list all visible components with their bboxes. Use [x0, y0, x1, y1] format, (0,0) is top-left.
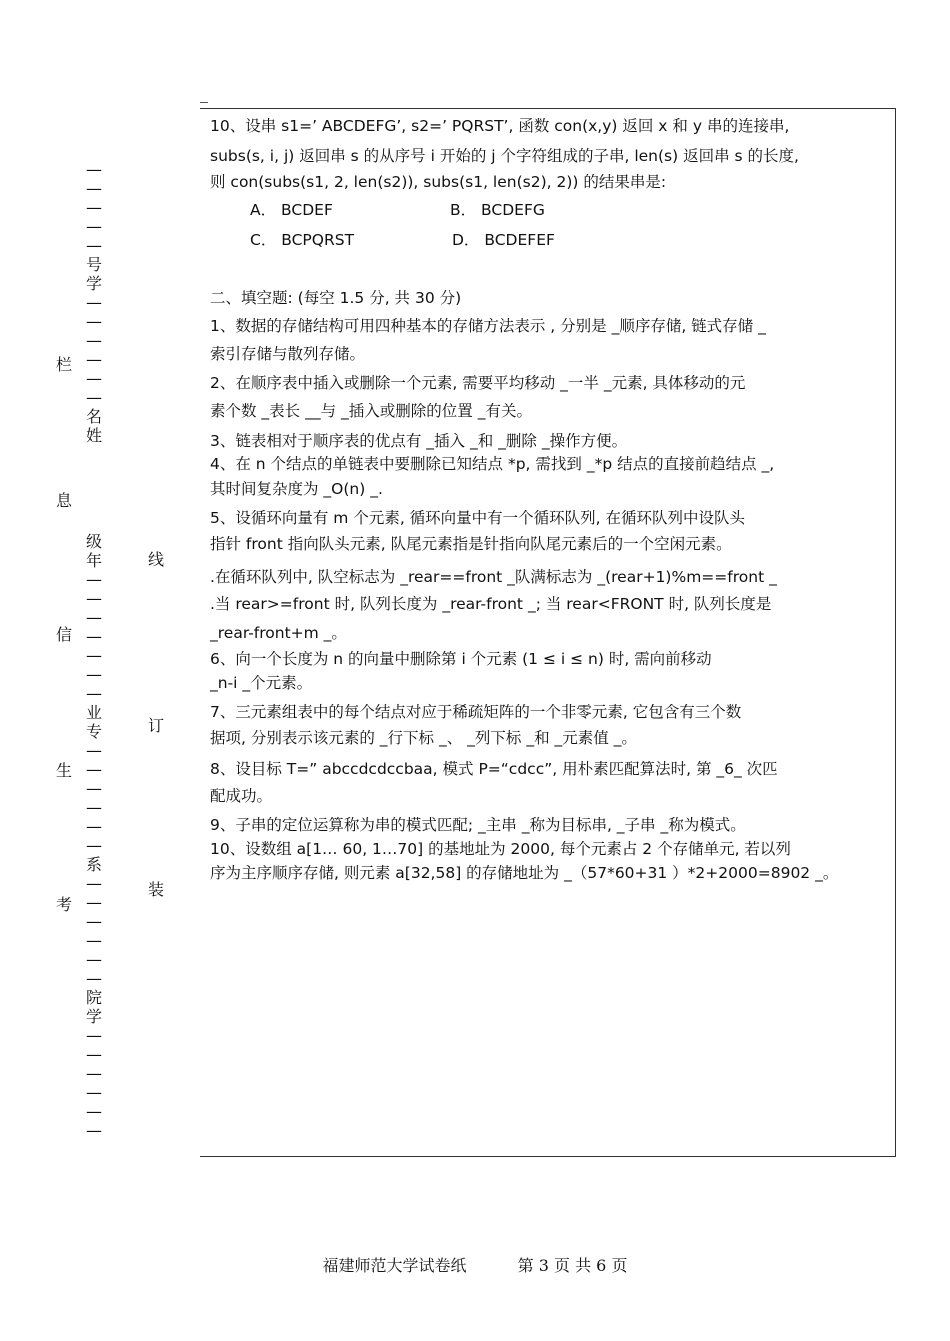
margin-label-sheng: 生 — [56, 761, 73, 780]
s2-line: 其时间复杂度为 _O(n) _. — [210, 480, 383, 498]
s2-line: 1、数据的存储结构可用四种基本的存储方法表示 , 分别是 _顺序存储, 链式存储 _ — [210, 317, 766, 335]
student-info-column: — — — — — 号 学 — — — — — — 名 姓 — [85, 160, 102, 445]
s2-line: 6、向一个长度为 n 的向量中删除第 i 个元素 (1 ≤ i ≤ n) 时, 需向前移动 — [210, 650, 712, 668]
section2-heading: 二、填空题: (每空 1.5 分, 共 30 分) — [210, 289, 462, 307]
margin-label-lan: 栏 — [56, 355, 73, 374]
s2-line: 9、子串的定位运算称为串的模式匹配; _主串 _称为目标串, _子串 _称为模式。 — [210, 816, 746, 834]
frame-bottom-border — [200, 1156, 896, 1157]
s2-line: .当 rear>=front 时, 队列长度为 _rear-front _; 当 rear<FRONT 时, 队列长度是 — [210, 595, 772, 613]
binding-label-zhuang: 装 — [148, 880, 165, 899]
frame-right-border — [895, 108, 896, 1157]
s2-line: 7、三元素组表中的每个结点对应于稀疏矩阵的一个非零元素, 它包含有三个数 — [210, 703, 742, 721]
s2-line: 4、在 n 个结点的单链表中要删除已知结点 *p, 需找到 _*p 结点的直接前趋结点 _, — [210, 455, 775, 473]
margin-label-xi: 息 — [56, 491, 73, 510]
q10-line1: 10、设串 s1=’ ABCDEFG’, s2=’ PQRST’, 函数 con(x,y) 返回 x 和 y 串的连接串, — [210, 117, 790, 135]
school-name: 福建师范大学试卷纸 — [322, 1256, 467, 1275]
s2-line: 据项, 分别表示该元素的 _行下标 _、 _列下标 _和 _元素值 _。 — [210, 729, 637, 747]
s2-line: 索引存储与散列存储。 — [210, 345, 366, 363]
margin-label-kao: 考 — [56, 895, 73, 914]
s2-line: 8、设目标 T=” abccdcdccbaa, 模式 P=“cdcc”, 用朴素匹配算法时, 第 _6_ 次匹 — [210, 760, 778, 778]
s2-line: 2、在顺序表中插入或删除一个元素, 需要平均移动 _一半 _元素, 具体移动的元 — [210, 374, 746, 392]
frame-tick — [200, 102, 208, 103]
s2-line: 10、设数组 a[1… 60, 1…70] 的基地址为 2000, 每个元素占 2 个存储单元, 若以列 — [210, 840, 791, 858]
s2-line: 3、链表相对于顺序表的优点有 _插入 _和 _删除 _操作方便。 — [210, 432, 628, 450]
s2-line: 配成功。 — [210, 787, 273, 805]
s2-line: _rear-front+m _。 — [210, 624, 347, 642]
margin-label-xin: 信 — [56, 625, 73, 644]
s2-line: .在循环队列中, 队空标志为 _rear==front _队满标志为 _(rear+1)%m==front _ — [210, 568, 777, 586]
s2-line: 5、设循环向量有 m 个元素, 循环向量中有一个循环队列, 在循环队列中设队头 — [210, 509, 746, 527]
q10-line2: subs(s, i, j) 返回串 s 的从序号 i 开始的 j 个字符组成的子串, len(s) 返回串 s 的长度, — [210, 147, 799, 165]
q10-option-b: B． BCDEFG — [450, 201, 545, 219]
q10-option-a: A． BCDEF — [250, 201, 333, 219]
q10-option-c: C． BCPQRST — [250, 231, 355, 249]
s2-line: _n-i _个元素。 — [210, 674, 313, 692]
frame-top-border — [200, 108, 896, 109]
student-info-column-lower: 级 年 — — — — — — — 业 专 — — — — — — 系 — — — — — — 院 学 — — — — — — — [85, 532, 102, 1140]
s2-line: 指针 front 指向队头元素, 队尾元素指是针指向队尾元素后的一个空闲元素。 — [210, 535, 732, 553]
s2-line: 素个数 _表长 __与 _插入或删除的位置 _有关。 — [210, 402, 532, 420]
binding-label-ding: 订 — [148, 716, 165, 735]
q10-line3: 则 con(subs(s1, 2, len(s2)), subs(s1, len(s2), 2)) 的结果串是: — [210, 173, 667, 191]
q10-option-d: D． BCDEFEF — [452, 231, 555, 249]
page-number: 第 3 页 共 6 页 — [517, 1256, 628, 1275]
binding-label-xian: 线 — [148, 550, 165, 569]
page-footer — [0, 1253, 950, 1276]
s2-line: 序为主序顺序存储, 则元素 a[32,58] 的存储地址为 _（57*60+31 ）*2+2000=8902 _。 — [210, 864, 839, 882]
